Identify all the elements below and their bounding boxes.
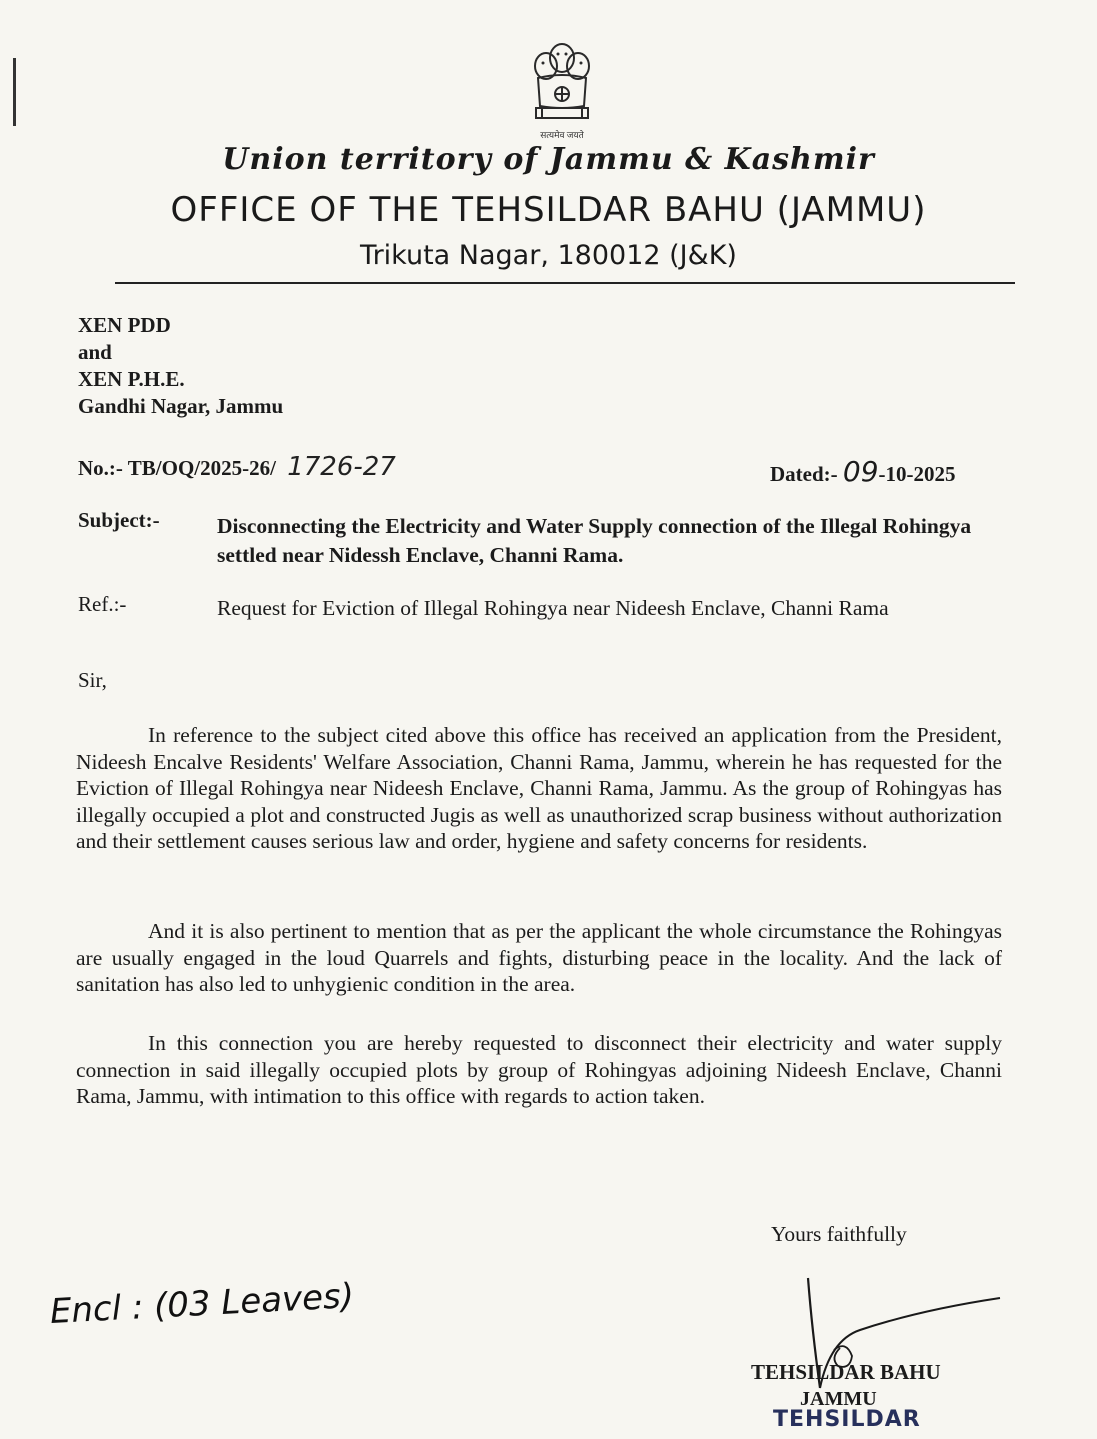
signatory-place: JAMMU — [800, 1388, 877, 1410]
ref-label: Ref.:- — [78, 592, 127, 616]
body-paragraph-2: And it is also pertinent to mention that as per the applicant the whole circumstance the Rohingyas are usually engaged in the loud Quarrels and fights, disturbing peace in the locality. And the lack of sanitation has also led to unhygienic condition in the area. — [76, 919, 1002, 996]
date-label: Dated:- — [770, 462, 838, 486]
margin-mark — [13, 58, 16, 126]
office-address: Trikuta Nagar, 180012 (J&K) — [360, 240, 737, 271]
reference-number-printed: TB/OQ/2025-26/ — [127, 456, 276, 480]
addressee-line: XEN PDD — [78, 313, 171, 337]
addressee-line: and — [78, 340, 112, 364]
enclosure-note: Encl : (03 Leaves) — [48, 1276, 355, 1332]
header-divider — [115, 282, 1015, 284]
salutation: Sir, — [78, 668, 107, 692]
ref-text: Request for Eviction of Illegal Rohingya near Nideesh Enclave, Channi Rama — [217, 596, 889, 620]
addressee-block — [78, 312, 283, 420]
subject-text: Disconnecting the Electricity and Water Supply connection of the Illegal Rohingya settled near Nidessh Enclave, Channi Rama. — [217, 514, 972, 567]
ut-heading: Union territory of Jammu & Kashmir — [222, 142, 875, 177]
reference-number — [78, 452, 396, 482]
addressee-line: Gandhi Nagar, Jammu — [78, 394, 284, 418]
reference-number-label: No.:- — [78, 456, 123, 480]
addressee-line: XEN P.H.E. — [78, 367, 185, 391]
subject-label: Subject:- — [78, 508, 160, 532]
national-emblem-icon — [522, 36, 602, 136]
closing-line: Yours faithfully — [771, 1222, 907, 1246]
signatory-designation: TEHSILDAR BAHU — [751, 1360, 941, 1384]
office-title: OFFICE OF THE TEHSILDAR BAHU (JAMMU) — [170, 190, 927, 230]
letter-date — [770, 455, 956, 488]
office-stamp: TEHSILDAR — [773, 1407, 921, 1432]
body-paragraph-1: In reference to the subject cited above this office has received an application from the President, Nideesh Encalve Residents' Welfare Association, Channi Rama, Jammu, wherein he has requested for the Eviction of Illegal Rohingya near Nideesh Enclave, Channi Rama, Jammu. As the group of Rohingyas has illegally occupied a plot and constructed Jugis as well as unauthorized scrap business without authorization and their settlement causes serious law and order, hygiene and safety concerns for residents. — [76, 723, 1002, 853]
emblem-caption: सत्यमेव जयते — [540, 130, 584, 140]
date-handwritten-day: 09 — [842, 455, 879, 488]
body-paragraph-3: In this connection you are hereby requested to disconnect their electricity and water supply connection in said illegally occupied plots by group of Rohingyas adjoining Nideesh Enclave, Channi Rama, Jammu, with intimation to this office with regards to action taken. — [76, 1031, 1002, 1108]
date-printed-rest: -10-2025 — [878, 462, 956, 486]
reference-number-handwritten: 1726-27 — [287, 452, 396, 482]
